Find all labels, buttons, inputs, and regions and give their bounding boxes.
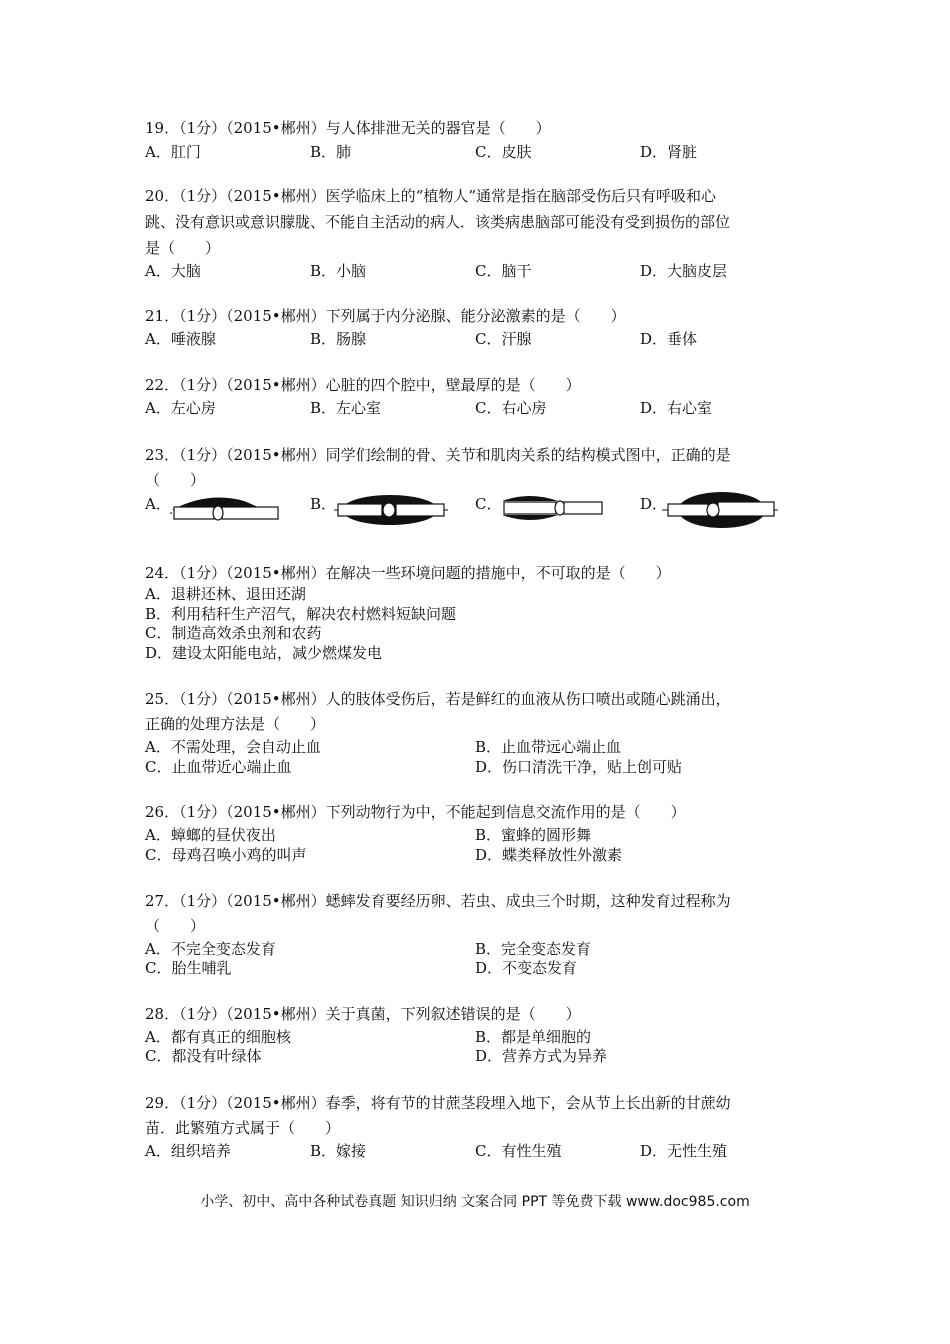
question-26-option-d: D．蝶类释放性外激素 xyxy=(475,846,623,864)
question-20-text-line-1: 20．（1分）（2015•郴州）医学临床上的“植物人”通常是指在脑部受伤后只有呼吸和心 xyxy=(145,187,716,205)
question-27-text-line-2: （ ） xyxy=(145,917,206,935)
question-29-option-a: A．组织培养 xyxy=(145,1142,231,1160)
question-19-option-d: D．肾脏 xyxy=(640,143,698,161)
question-23-option-a: A． xyxy=(145,495,171,513)
question-21-option-c: C．汗腺 xyxy=(475,330,532,348)
bone-joint-muscle-diagram-c xyxy=(500,491,605,525)
question-21-option-b: B．肠腺 xyxy=(310,330,367,348)
question-22-text: 22．（1分）（2015•郴州）心脏的四个腔中，壁最厚的是（ ） xyxy=(145,376,581,394)
question-28-option-c: C．都没有叶绿体 xyxy=(145,1047,262,1065)
question-24-option-a: A．退耕还林、退田还湖 xyxy=(145,585,306,603)
question-20-text-line-2: 跳、没有意识或意识朦胧、不能自主活动的病人．该类病患脑部可能没有受到损伤的部位 xyxy=(145,213,731,231)
question-22-option-a: A．左心房 xyxy=(145,399,216,417)
question-26-option-b: B．蜜蜂的圆形舞 xyxy=(475,826,592,844)
question-21-option-a: A．唾液腺 xyxy=(145,330,216,348)
question-20-option-d: D．大脑皮层 xyxy=(640,262,728,280)
question-20-option-b: B．小脑 xyxy=(310,262,367,280)
question-25-option-b: B．止血带远心端止血 xyxy=(475,738,622,756)
question-27-option-b: B．完全变态发育 xyxy=(475,940,592,958)
question-19-option-a: A．肛门 xyxy=(145,143,201,161)
question-25-option-d: D．伤口清洗干净，贴上创可贴 xyxy=(475,758,683,776)
question-23-option-b: B． xyxy=(310,495,337,513)
question-26-text: 26．（1分）（2015•郴州）下列动物行为中，不能起到信息交流作用的是（ ） xyxy=(145,803,686,821)
question-27-text-line-1: 27．（1分）（2015•郴州）蟋蟀发育要经历卵、若虫、成虫三个时期，这种发育过程称为 xyxy=(145,892,731,910)
question-21-option-d: D．垂体 xyxy=(640,330,698,348)
question-27-option-d: D．不变态发育 xyxy=(475,959,578,977)
question-28-option-d: D．营养方式为异养 xyxy=(475,1047,608,1065)
question-25-text-line-2: 正确的处理方法是（ ） xyxy=(145,715,326,733)
question-25-text-line-1: 25．（1分）（2015•郴州）人的肢体受伤后，若是鲜红的血液从伤口喷出或随心跳涌出， xyxy=(145,690,731,708)
question-29-option-b: B．嫁接 xyxy=(310,1142,367,1160)
question-22-option-b: B．左心室 xyxy=(310,399,382,417)
question-23-option-c: C． xyxy=(475,495,502,513)
bone-joint-muscle-diagram-a xyxy=(168,493,288,527)
question-28-option-b: B．都是单细胞的 xyxy=(475,1028,592,1046)
question-28-option-a: A．都有真正的细胞核 xyxy=(145,1028,291,1046)
question-24-option-c: C．制造高效杀虫剂和农药 xyxy=(145,624,322,642)
page-footer-note: 小学、初中、高中各种试卷真题 知识归纳 文案合同 PPT 等免费下载 www.doc985.com xyxy=(200,1194,750,1210)
question-19-option-c: C．皮肤 xyxy=(475,143,532,161)
question-26-option-c: C．母鸡召唤小鸡的叫声 xyxy=(145,846,307,864)
question-23-text-line-1: 23．（1分）（2015•郴州）同学们绘制的骨、关节和肌肉关系的结构模式图中，正确的是 xyxy=(145,446,731,464)
question-22-option-d: D．右心室 xyxy=(640,399,713,417)
question-25-option-a: A．不需处理，会自动止血 xyxy=(145,738,321,756)
question-25-option-c: C．止血带近心端止血 xyxy=(145,758,292,776)
question-23-text-line-2: （ ） xyxy=(145,471,206,489)
question-26-option-a: A．蟑螂的昼伏夜出 xyxy=(145,826,276,844)
question-28-text: 28．（1分）（2015•郴州）关于真菌，下列叙述错误的是（ ） xyxy=(145,1005,581,1023)
question-29-option-c: C．有性生殖 xyxy=(475,1142,562,1160)
question-29-text-line-2: 苗．此繁殖方式属于（ ） xyxy=(145,1119,341,1137)
question-24-option-d: D．建设太阳能电站，减少燃煤发电 xyxy=(145,644,383,662)
question-27-option-a: A．不完全变态发育 xyxy=(145,940,276,958)
question-20-text-line-3: 是（ ） xyxy=(145,239,221,257)
bone-joint-muscle-diagram-d xyxy=(660,489,780,531)
question-22-option-c: C．右心房 xyxy=(475,399,547,417)
question-23-option-d: D． xyxy=(640,495,668,513)
bone-joint-muscle-diagram-b xyxy=(330,491,452,529)
question-19-option-b: B．肺 xyxy=(310,143,352,161)
question-27-option-c: C．胎生哺乳 xyxy=(145,959,232,977)
question-20-option-a: A．大脑 xyxy=(145,262,201,280)
question-19-text: 19．（1分）（2015•郴州）与人体排泄无关的器官是（ ） xyxy=(145,119,551,137)
question-21-text: 21．（1分）（2015•郴州）下列属于内分泌腺、能分泌激素的是（ ） xyxy=(145,307,626,325)
question-29-option-d: D．无性生殖 xyxy=(640,1142,728,1160)
question-20-option-c: C．脑干 xyxy=(475,262,532,280)
question-29-text-line-1: 29．（1分）（2015•郴州）春季，将有节的甘蔗茎段埋入地下，会从节上长出新的甘蔗幼 xyxy=(145,1094,731,1112)
question-24-option-b: B．利用秸秆生产沼气，解决农村燃料短缺问题 xyxy=(145,605,457,623)
question-24-text: 24．（1分）（2015•郴州）在解决一些环境问题的措施中，不可取的是（ ） xyxy=(145,564,671,582)
